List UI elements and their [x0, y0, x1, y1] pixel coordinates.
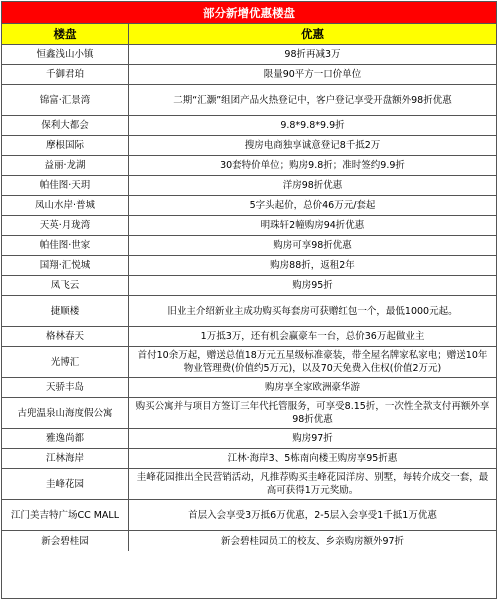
offer-cell: 98折再减3万	[284, 49, 341, 60]
property-name-cell: 千御君珀	[2, 65, 129, 84]
property-name-cell: 国翔·汇悦城	[2, 256, 129, 275]
table-row	[2, 500, 496, 531]
table-row	[2, 531, 496, 551]
header-offer: 优惠	[301, 26, 324, 41]
table-row	[2, 276, 496, 296]
table-header-row	[2, 24, 496, 45]
property-name-cell: 帕佳图·世家	[2, 236, 129, 255]
table-row	[2, 45, 496, 65]
property-name-cell: 保利大都会	[2, 116, 129, 135]
table-row	[2, 449, 496, 469]
offer-cell: 购房享全家欧洲豪华游	[264, 382, 360, 393]
offer-cell: 新会碧桂园员工的校友、乡亲购房额外97折	[220, 535, 405, 547]
offer-cell: 1万抵3万，还有机会赢豪车一台，总价36万起做业主	[200, 331, 425, 342]
table-row	[2, 347, 496, 378]
table-row	[2, 378, 496, 398]
header-name: 楼盘	[2, 24, 129, 44]
table-row	[2, 429, 496, 449]
property-name-cell: 天骄丰岛	[2, 378, 129, 397]
offer-cell: 洋房98折优惠	[282, 180, 343, 191]
offer-cell: 首付10余万起，赠送总值18万元五星级标准豪装，带全屋名牌家私家电；赠送10年物业管理费(价值约5万元)，以及70天免费入住权(价值2万元)	[137, 350, 488, 374]
offer-cell: 9.8*9.8*9.9折	[280, 120, 345, 131]
offer-cell: 旧业主介绍新业主成功购买每套房可获赠红包一个，最低1000元起。	[167, 305, 458, 317]
table-row	[2, 85, 496, 116]
offer-cell: 圭峰花园推出全民营销活动，凡推荐购买圭峰花园洋房、别墅，每转介成交一套，最高可获得1万元奖励。	[136, 472, 489, 496]
offer-cell: 购房88折，返租2年	[270, 260, 355, 271]
property-name-cell: 天英·月珑湾	[2, 216, 129, 235]
table-row	[2, 398, 496, 429]
table-row	[2, 216, 496, 236]
table-row	[2, 296, 496, 327]
offer-cell: 江林·海岸3、5栋南向楼王购房享95折惠	[227, 453, 398, 464]
property-name-cell: 新会碧桂园	[2, 531, 129, 551]
table-row	[2, 469, 496, 500]
table-row	[2, 156, 496, 176]
table-row	[2, 65, 496, 85]
property-name-cell: 摩根国际	[2, 136, 129, 155]
property-name-cell: 恒鑫浅山小镇	[2, 45, 129, 64]
property-name-cell: 凤飞云	[2, 276, 129, 295]
table-row	[2, 256, 496, 276]
offer-cell: 首层入会享受3万抵6万优惠，2-5层入会享受1千抵1万优惠	[188, 509, 437, 521]
offer-cell: 购房95折	[292, 280, 333, 291]
table-row	[2, 176, 496, 196]
property-name-cell: 江林海岸	[2, 449, 129, 468]
offer-cell: 购房可享98折优惠	[273, 240, 352, 251]
table-title: 部分新增优惠楼盘	[2, 2, 496, 24]
property-name-cell: 帕佳图·天玥	[2, 176, 129, 195]
offer-cell: 搜房电商独享诚意登记8千抵2万	[244, 140, 381, 151]
offers-table	[1, 1, 497, 599]
property-name-cell: 捷顺楼	[2, 296, 129, 326]
offer-cell: 限量90平方一口价单位	[263, 69, 362, 80]
table-row	[2, 196, 496, 216]
property-name-cell: 圭峰花园	[2, 469, 129, 499]
offer-cell: 二期“汇灏”组团产品火热登记中，客户登记享受开盘额外98折优惠	[173, 94, 452, 106]
offer-cell: 明珠轩2幢购房94折优惠	[260, 220, 365, 231]
table-row	[2, 236, 496, 256]
offer-cell: 30套特价单位；购房9.8折；准时签约9.9折	[220, 160, 405, 171]
offer-cell: 购买公寓并与项目方签订三年代托管服务，可享受8.15折，一次性全款支付再额外享98折优惠	[135, 401, 490, 425]
table-row	[2, 136, 496, 156]
property-name-cell: 锦富·汇景湾	[2, 85, 129, 115]
property-name-cell: 江门美吉特广场CC MALL	[2, 500, 129, 530]
table-row	[2, 327, 496, 347]
offer-cell: 购房97折	[292, 433, 333, 444]
property-name-cell: 格林春天	[2, 327, 129, 346]
property-name-cell: 凤山水岸·普城	[2, 196, 129, 215]
table-row	[2, 116, 496, 136]
property-name-cell: 光博汇	[2, 347, 129, 377]
property-name-cell: 古兜温泉山海度假公寓	[2, 398, 129, 428]
offer-cell: 5字头起价，总价46万元/套起	[249, 200, 376, 211]
property-name-cell: 雅逸尚都	[2, 429, 129, 448]
property-name-cell: 益丽·龙湖	[2, 156, 129, 175]
